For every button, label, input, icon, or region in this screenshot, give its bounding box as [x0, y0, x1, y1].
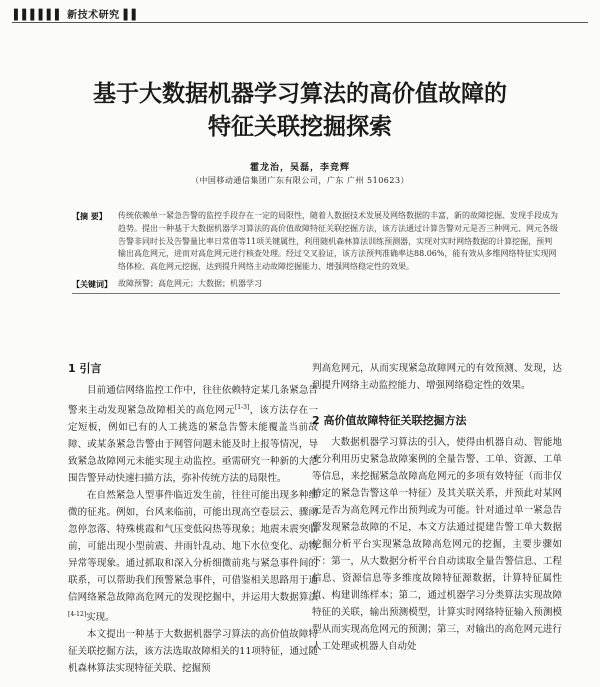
- paragraph-text: ，该方法存在一定短板，例如已有的人工挑选的紧急告警未能覆盖当前故障、或某条紧急告警由于网管问题未能及时上报等情况，导致紧急故障网元未能实现主动监控。亟需研究一种新的大范围告警异动快速扫描方法，弥补传统方法的局限性。: [68, 405, 318, 485]
- keywords: [72, 278, 560, 291]
- abstract-label: 【摘 要】: [72, 211, 107, 221]
- keywords-text: 故障预警；高危网元；大数据；机器学习: [118, 278, 262, 288]
- abstract-text: 传统依赖单一紧急告警的监控手段存在一定的局限性，随着人数据技术发展及网络数据的丰富，新的故障挖掘、发现手段成为趋势。提出一种基于大数据机器学习算法的高价值故障特征关联挖掘方法，该方法通过计算告警对元是否三种网元、网元各级告警非同时长及告警量比率日常值等11项关键属性，利用随机森林算法训练预测器，实现对实时网络数据的计算挖掘，预判输出高危网元，进而对高危网元进行核查处理。经过交叉验证，该方法预判准确率达88.06%，能有效从多维网络特征实现网络体检、高危网元挖掘，达到提升网络主动故障挖掘能力、增强网络稳定性的效果。: [118, 211, 558, 272]
- abstract: [72, 210, 560, 274]
- header-divider: [12, 22, 588, 23]
- abstract-divider: [72, 293, 560, 294]
- right-column: [312, 360, 562, 655]
- journal-section-header: [14, 6, 140, 21]
- affiliation: （中国移动通信集团广东有限公司，广东 广州 510623）: [190, 176, 410, 185]
- section-1-heading: 1 引言: [68, 362, 102, 375]
- authors: 霍龙治，吴磊，李竞辉: [249, 163, 350, 173]
- section-1-paragraph-3-continued: 判高危网元，从而实现紧急故障网元的有效预测、发现，达到提升网络主动监控能力、增强网络稳定性的效果。: [312, 363, 562, 391]
- header-mark-icon: ▌▌: [119, 10, 140, 21]
- header-mark-icon: ▌▌▌▌▌▌: [14, 10, 68, 21]
- citation: [4-12]: [68, 611, 87, 619]
- section-2-heading: 2 高价值故障特征关联挖掘方法: [312, 414, 467, 427]
- keywords-label: 【关键词】: [72, 278, 112, 289]
- paragraph-text: 在自然紧急人型事件临近发生前，往往可能出现多种细微的征兆。例如，台风来临前，可能出现高空卷层云、骤雨忽停忽落、特殊桃霞和气压变低闷热等现象；地震未震突临前，可能出现小型前震、井雨针乱动、地下水位变化、动物异常等现象。通过抓取和深入分析细微前兆与紧急事件间的联系，可以帮助我们预警紧急事件，可借鉴相关思路用于通信网络紧急故障高危网元的发现挖掘中，并运用大数据算法: [68, 490, 318, 604]
- title-line-2: 特征关联挖掘探索: [208, 114, 392, 140]
- left-column: [68, 360, 318, 677]
- paragraph-text: 目前通信网络监控工作中，往往依赖特定某几条紧急告警来主动发现紧急故障相关的高危网元: [68, 385, 318, 417]
- section-2-paragraph-1: 大数据机器学习算法的引入，使得由机器自动、智能地充分利用历史紧急故障案例的全量告警、工单、资源、工单等信息，来挖掘紧急故障高危网元的多项有效特征（而非仅特定的紧急告警这单一特征）及其关联关系，并预此对某网元是否为高危网元作出预判或为可能。针对通过单一紧急告警发现紧急故障的不足，本文方法通过提建告警工单大数据挖掘分析平台实现紧急故障高危网元的挖掘，主要步骤如下：第一，从大数据分析平台自动读取全量告警信息、工程信息、资源信息等多维度故障特征源数据，计算特征属性值、构建训练样本；第二，通过机器学习分类算法实现故障特征的关联，输出预测模型，计算实时网络特征输入预测模型从而实现高危网元的预测；第三，对输出的高危网元进行人工处理或机器人自动处: [312, 437, 562, 652]
- abstract-block: [72, 210, 560, 294]
- paragraph-text: 实现。: [86, 612, 115, 624]
- header-section-label: 新技术研究: [67, 10, 120, 21]
- citation: [1-3]: [234, 404, 250, 411]
- section-1-paragraph-3: 本文提出一种基于大数据机器学习算法的高价值故障特征关联挖掘方法，该方法选取故障相关的11项特征，通过随机森林算法实现特征关联、挖掘预: [68, 629, 318, 675]
- section-1-paragraph-2: [68, 487, 318, 626]
- article-title: [0, 78, 600, 144]
- title-line-1: 基于大数据机器学习算法的高价值故障的: [93, 81, 507, 107]
- section-1-paragraph-1: [68, 382, 318, 487]
